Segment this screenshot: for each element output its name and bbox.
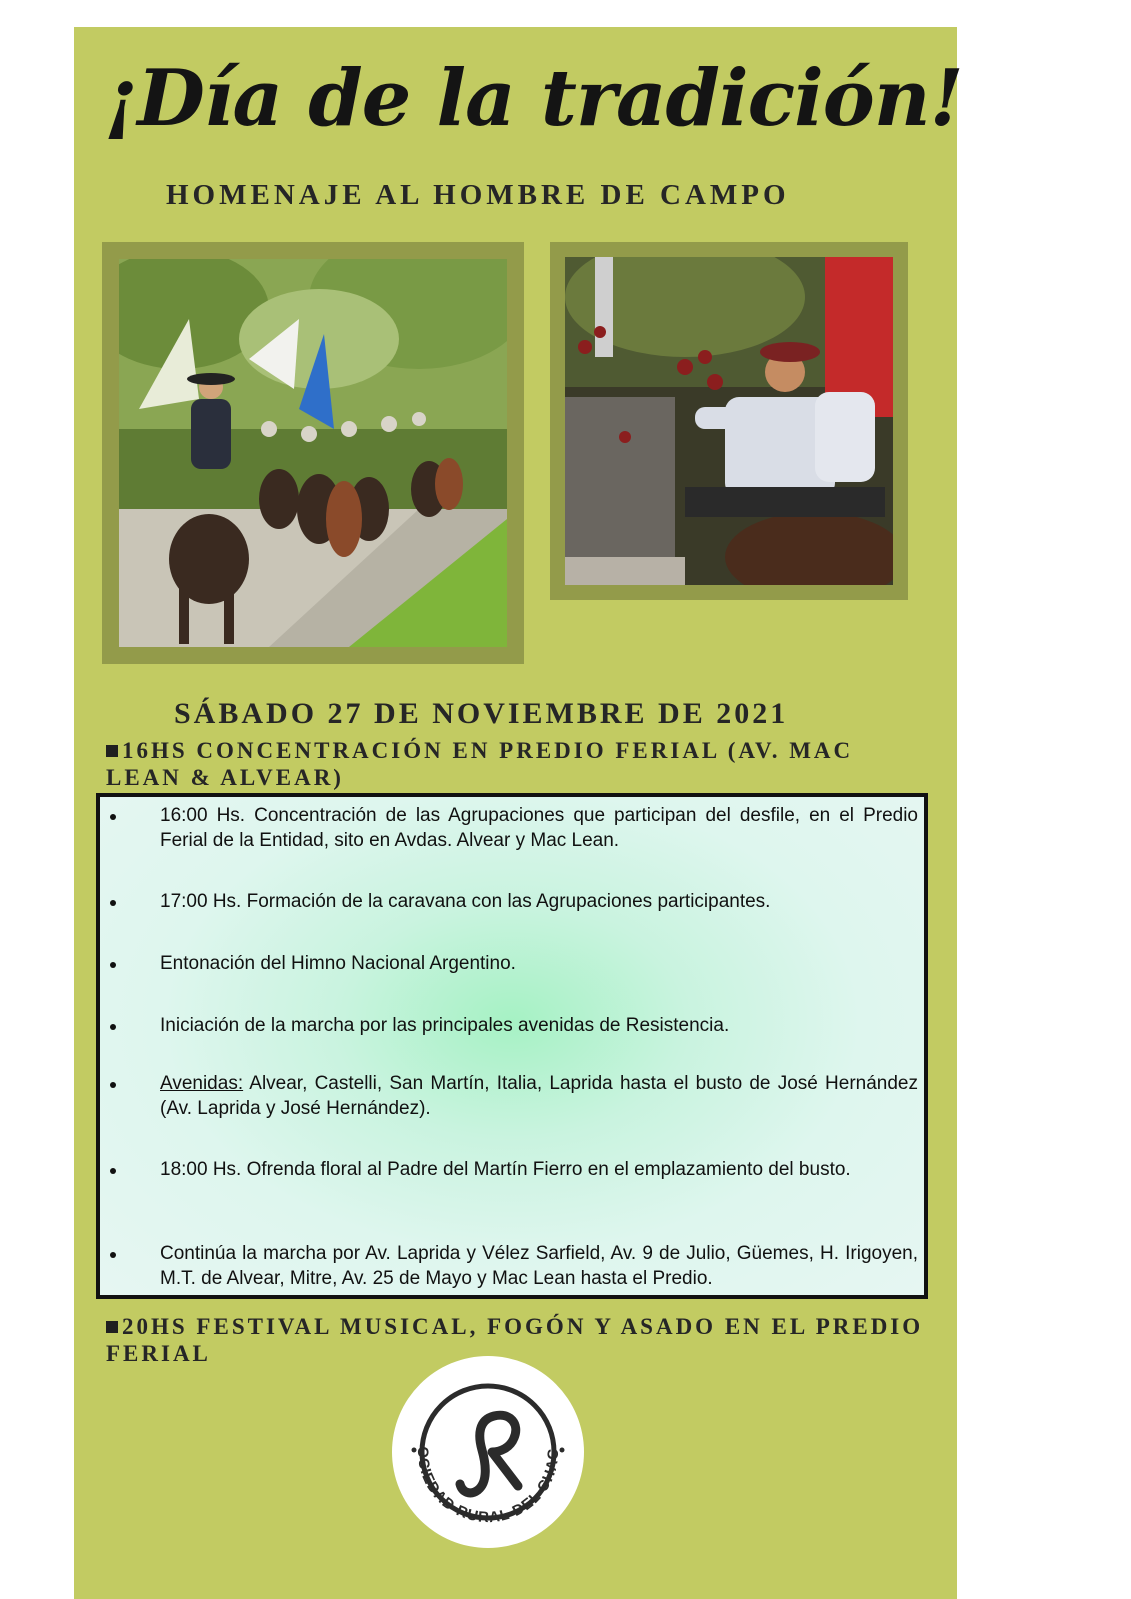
avenues-list: Alvear, Castelli, San Martín, Italia, Laprida hasta el busto de José Hernández (Av. Laprida y José Hernández). xyxy=(160,1073,918,1119)
bullet-icon xyxy=(110,1024,116,1030)
bullet-icon xyxy=(110,962,116,968)
schedule-box: 16:00 Hs. Concentración de las Agrupaciones que participan del desfile, en el Predio Ferial de la Entidad, sito en Avdas. Alvear y Mac Lean. 17:00 Hs. Formación de la caravana con las Agrupaciones participantes. Entonación del Himno Nacional Argentino. Iniciación de la marcha por las principales avenidas de Resistencia. Avenidas: Alvear, Castelli, San Martín, Italia, Laprida hasta el busto de José Hernández (Av. Laprida y José Hernández). 18:00 Hs. Ofrenda floral al Padre del Martín Fierro en el emplazamiento del busto. Continúa la marcha por Av. Laprida y Vélez Sarfield, Av. 9 de Julio, Güemes, H. Irigoyen, M.T. de Alvear, Mitre, Av. 25 de Mayo y Mac Lean hasta el Predio. xyxy=(96,793,928,1299)
poster-title: ¡Día de la tradición! xyxy=(104,53,963,144)
bullet-icon xyxy=(110,900,116,906)
avenues-text xyxy=(160,1071,918,1121)
bullet-icon xyxy=(110,1252,116,1258)
event-date: SÁBADO 27 DE NOVIEMBRE DE 2021 xyxy=(174,697,789,730)
square-bullet-icon xyxy=(106,745,118,757)
heading-festival: 20HS FESTIVAL MUSICAL, FOGÓN Y ASADO EN EL PREDIO FERIAL xyxy=(106,1314,924,1366)
sociedad-rural-logo xyxy=(390,1354,586,1550)
bullet-icon xyxy=(110,814,116,820)
photo-frame-offering xyxy=(550,242,908,600)
square-bullet-icon xyxy=(106,1321,118,1333)
heading-concentration: 16HS CONCENTRACIÓN EN PREDIO FERIAL (AV. MAC LEAN & ALVEAR) xyxy=(106,738,854,790)
photo-frame-parade xyxy=(102,242,524,664)
parade-photo xyxy=(119,259,507,647)
logo-text: OCIEDAD RURAL DEL CHAC xyxy=(413,1446,563,1527)
avenues-label: Avenidas: xyxy=(160,1073,244,1094)
bullet-icon xyxy=(110,1168,116,1174)
poster-subtitle: HOMENAJE AL HOMBRE DE CAMPO xyxy=(166,179,790,211)
event-poster xyxy=(74,27,963,1599)
bullet-icon xyxy=(110,1082,116,1088)
offering-photo xyxy=(565,257,893,585)
